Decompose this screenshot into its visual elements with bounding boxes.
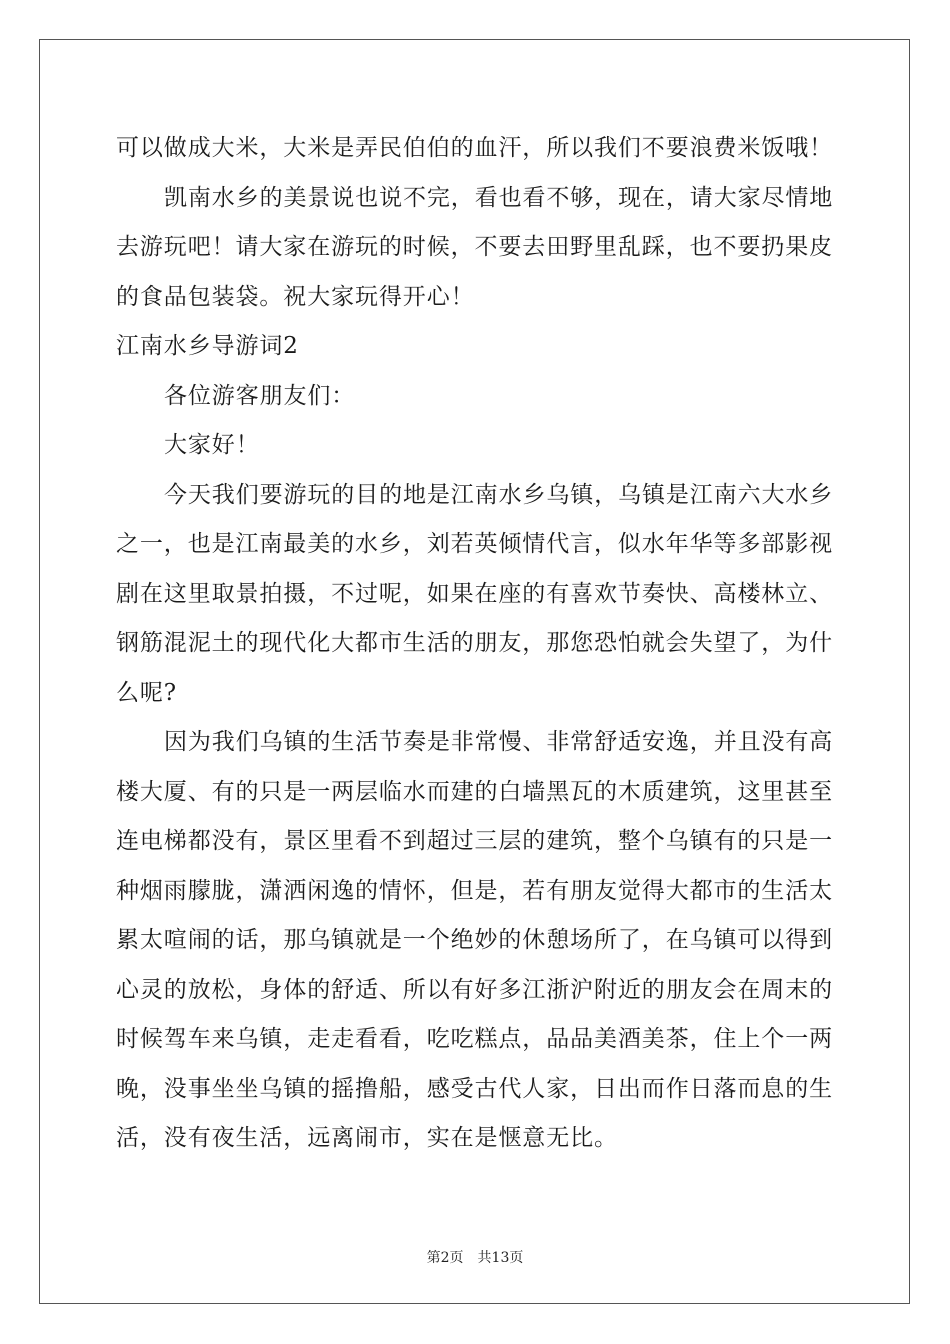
paragraph-1: 可以做成大米，大米是弄民伯伯的血汗，所以我们不要浪费米饭哦！	[116, 135, 833, 161]
paragraph-greeting: 各位游客朋友们：	[164, 382, 356, 409]
page-footer	[0, 1247, 950, 1267]
paragraph-3: 今天我们要游玩的目的地是江南水乡乌镇，乌镇是江南六大水乡之一，也是江南最美的水乡，刘若英倾情代言，似水年华等多部影视剧在这里取景拍摄，不过呢，如果在座的有喜欢节奏快、高楼林立、钢筋混泥土的现代化大都市生活的朋友，那您恐怕就会失望了，为什么呢?	[116, 481, 834, 706]
page-total: 共13页	[477, 1250, 524, 1266]
document-body	[116, 124, 836, 1164]
paragraph-hello: 大家好！	[164, 432, 260, 458]
section-heading: 江南水乡导游词2	[116, 333, 299, 359]
page-current: 第2页	[426, 1250, 464, 1266]
paragraph-2: 凯南水乡的美景说也说不完，看也看不够，现在，请大家尽情地去游玩吧！请大家在游玩的时候，不要去田野里乱踩，也不要扔果皮的食品包装袋。祝大家玩得开心！	[116, 184, 834, 310]
paragraph-4: 因为我们乌镇的生活节奏是非常慢、非常舒适安逸，并且没有高楼大厦、有的只是一两层临水而建的白墙黑瓦的木质建筑，这里甚至连电梯都没有，景区里看不到超过三层的建筑，整个乌镇有的只是一种烟雨朦胧，潇洒闲逸的情怀，但是，若有朋友觉得大都市的生活太累太喧闹的话，那乌镇就是一个绝妙的休憩场所了，在乌镇可以得到心灵的放松，身体的舒适、所以有好多江浙沪附近的朋友会在周末的时候驾车来乌镇，走走看看，吃吃糕点，品品美酒美茶，住上个一两晚，没事坐坐乌镇的摇撸船，感受古代人家，日出而作日落而息的生活，没有夜生活，远离闹市，实在是惬意无比。	[116, 729, 834, 1151]
